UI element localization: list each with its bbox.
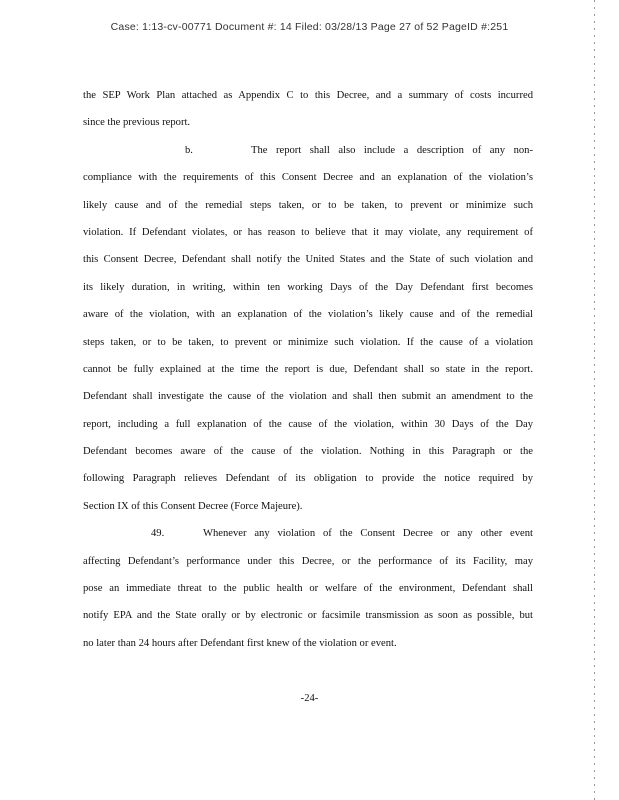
text-line: no later than 24 hours after Defendant first knew of the violation or event.	[83, 637, 397, 649]
text-line: Defendant shall investigate the cause of the violation and shall then submit an amendment to the	[83, 391, 533, 403]
text-line: Section IX of this Consent Decree (Force Majeure).	[83, 500, 303, 512]
text-line: since the previous report.	[83, 117, 191, 129]
text-line: the SEP Work Plan attached as Appendix C to this Decree, and a summary of costs incurred	[83, 90, 533, 101]
case-header: Case: 1:13-cv-00771 Document #: 14 Filed: 03/28/13 Page 27 of 52 PageID #:251	[110, 21, 509, 33]
text-line: affecting Defendant’s performance under this Decree, or the performance of its Facility, may	[83, 555, 533, 567]
text-line: Defendant becomes aware of the cause of the violation. Nothing in this Paragraph or the	[83, 446, 533, 458]
page-number: -24-	[300, 693, 319, 704]
subparagraph-marker: b.	[185, 144, 193, 156]
text-line: this Consent Decree, Defendant shall notify the United States and the State of such violation and	[83, 254, 533, 266]
text-line: compliance with the requirements of this Consent Decree and an explanation of the violation’s	[83, 172, 533, 184]
text-line: steps taken, or to be taken, to prevent or minimize such violation. If the cause of a violation	[83, 336, 533, 348]
text-line: cannot be fully explained at the time the report is due, Defendant shall so state in the report.	[83, 363, 533, 375]
text-line: notify EPA and the State orally or by electronic or facsimile transmission as soon as possible, but	[83, 610, 533, 622]
text-line: likely cause and of the remedial steps taken, or to be taken, to prevent or minimize such	[83, 199, 533, 211]
text-line: pose an immediate threat to the public health or welfare of the environment, Defendant shall	[83, 583, 533, 595]
text-line: Whenever any violation of the Consent Decree or any other event	[203, 528, 533, 540]
text-line: aware of the violation, with an explanation of the violation’s likely cause and of the remedial	[83, 309, 533, 321]
text-line: violation. If Defendant violates, or has reason to believe that it may violate, any requirement of	[83, 226, 533, 238]
scan-edge-divider	[594, 0, 595, 800]
text-line-para-49	[83, 520, 533, 547]
text-line: its likely duration, in writing, within ten working Days of the Day Defendant first becomes	[83, 281, 533, 293]
body-text	[83, 82, 533, 657]
text-line: The report shall also include a description of any non-	[251, 144, 533, 156]
paragraph-number: 49.	[151, 528, 165, 540]
text-line: report, including a full explanation of the cause of the violation, within 30 Days of the Day	[83, 418, 533, 430]
text-line-sub-b	[83, 137, 533, 164]
text-line: following Paragraph relieves Defendant of its obligation to provide the notice required by	[83, 473, 533, 485]
